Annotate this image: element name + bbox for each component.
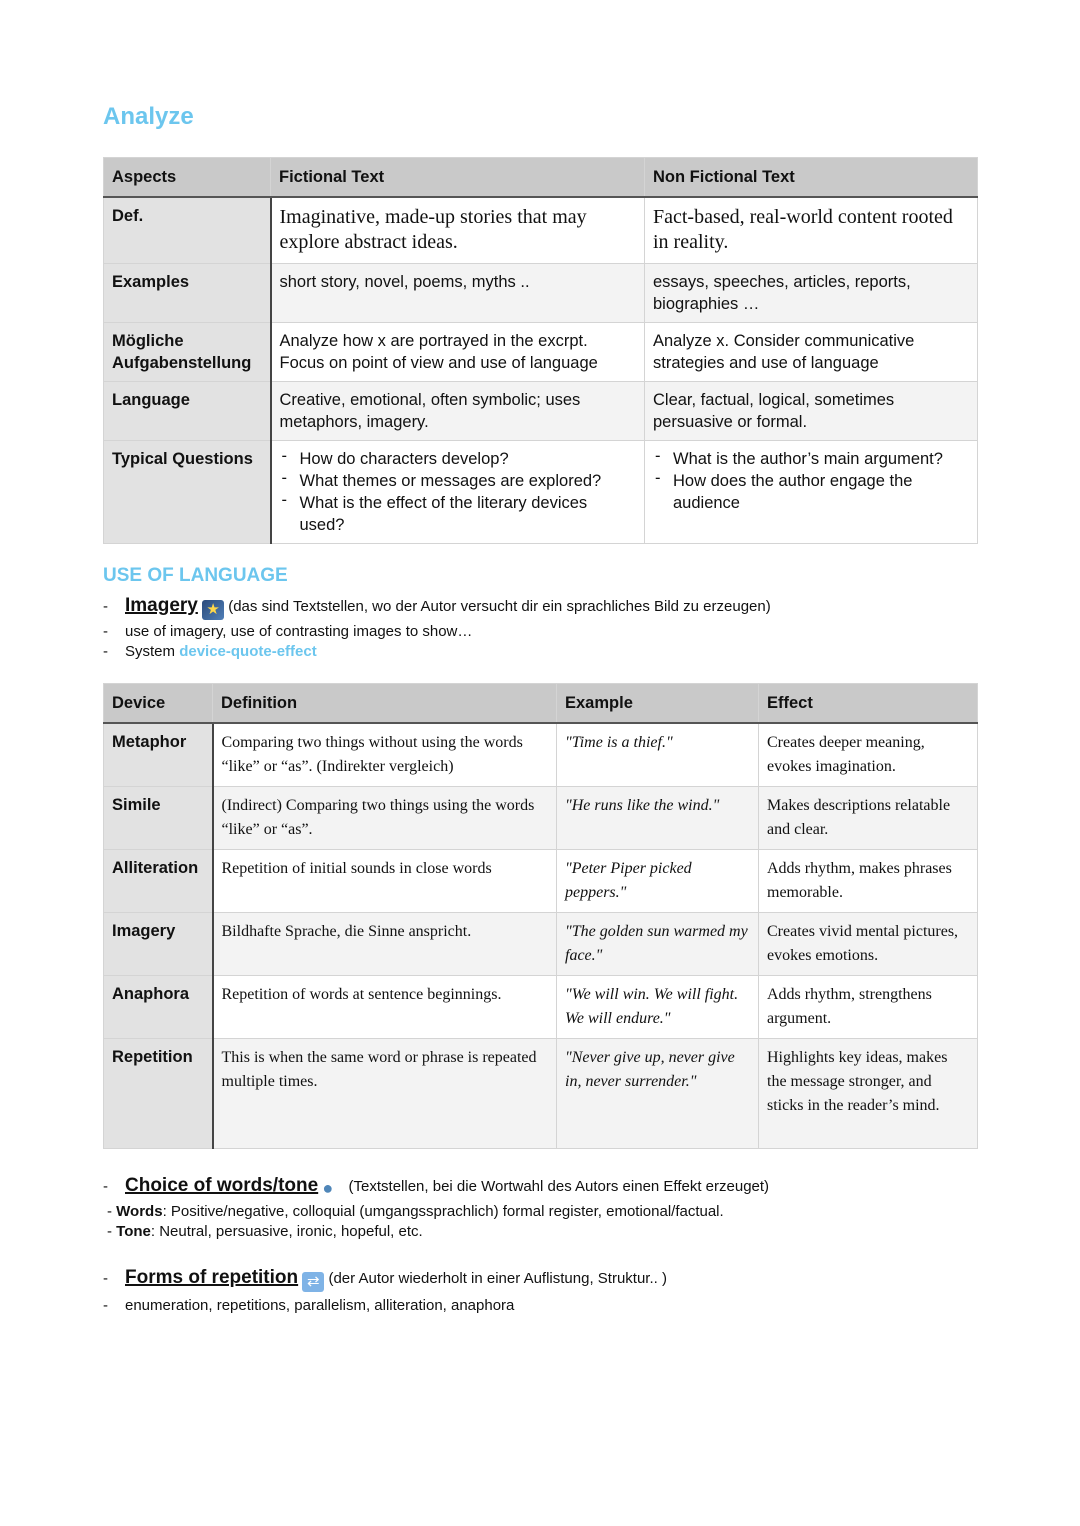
fiction-question: - How do characters develop? [280, 448, 637, 470]
device-name: Repetition [104, 1039, 213, 1149]
fiction-question: - What themes or messages are explored? [280, 470, 637, 492]
table-row [104, 913, 978, 976]
definition-cell: Repetition of words at sentence beginnings. [213, 976, 557, 1039]
example-cell: "Peter Piper picked peppers." [557, 850, 759, 913]
table-row [104, 381, 978, 440]
fiction-cell: Creative, emotional, often symbolic; uses metaphors, imagery. [271, 381, 645, 440]
imagery-bullet-2: - System device-quote-effect [103, 643, 317, 660]
example-cell: "We will win. We will fight. We will endure." [557, 976, 759, 1039]
definition-cell: (Indirect) Comparing two things using the words “like” or “as”. [213, 787, 557, 850]
choice-heading-line: - Choice of words/tone ● (Textstellen, bei die Wortwahl des Autors einen Effekt erzeuget) [103, 1175, 770, 1198]
example-cell: "Never give up, never give in, never surrender." [557, 1039, 759, 1149]
effect-cell: Creates deeper meaning, evokes imagination. [759, 723, 978, 787]
nonfiction-question: - How does the author engage the audience [653, 470, 969, 514]
header-example: Example [557, 684, 759, 724]
nonfiction-cell: Fact-based, real-world content rooted in reality. [645, 197, 978, 263]
effect-cell: Makes descriptions relatable and clear. [759, 787, 978, 850]
imagery-heading-line: - Imagery ★ (das sind Textstellen, wo der Autor versucht dir ein sprachliches Bild zu erzeugen) [103, 595, 771, 618]
repetition-heading-line: - Forms of repetition ⇄ (der Autor wiederholt in einer Auflistung, Struktur.. ) [103, 1267, 667, 1290]
table-row [104, 850, 978, 913]
aspect-label: Language [104, 381, 271, 440]
definition-cell: Comparing two things without using the words “like” or “as”. (Indirekter vergleich) [213, 723, 557, 787]
table-row [104, 440, 978, 543]
header-aspects: Aspects [104, 158, 271, 198]
imagery-bullet-1: - use of imagery, use of contrasting images to show… [103, 623, 473, 640]
repetition-bullet: - enumeration, repetitions, parallelism, alliteration, anaphora [103, 1297, 515, 1314]
table-row [104, 197, 978, 263]
example-cell: "He runs like the wind." [557, 787, 759, 850]
repetition-note: (der Autor wiederholt in einer Auflistung, Struktur.. ) [328, 1270, 667, 1287]
tone-line: - Tone: Neutral, persuasive, ironic, hopeful, etc. [107, 1223, 423, 1240]
words-line: - Words: Positive/negative, colloquial (umgangssprachlich) formal register, emotional/factual. [107, 1203, 724, 1220]
device-name: Simile [104, 787, 213, 850]
repetition-bullet-text: enumeration, repetitions, parallelism, alliteration, anaphora [125, 1297, 515, 1314]
devices-table [103, 683, 978, 1149]
nonfiction-cell: Analyze x. Consider communicative strategies and use of language [645, 322, 978, 381]
header-fictional: Fictional Text [271, 158, 645, 198]
fiction-nonfiction-table [103, 157, 978, 544]
tone-label: Tone [116, 1223, 151, 1240]
effect-cell: Adds rhythm, makes phrases memorable. [759, 850, 978, 913]
choice-note: (Textstellen, bei die Wortwahl des Autors einen Effekt erzeuget) [348, 1178, 770, 1195]
table-row [104, 1039, 978, 1149]
device-name: Alliteration [104, 850, 213, 913]
imagery-note: (das sind Textstellen, wo der Autor versucht dir ein sprachliches Bild zu erzeugen) [228, 598, 771, 615]
table-row [104, 322, 978, 381]
effect-cell: Highlights key ideas, makes the message stronger, and sticks in the reader’s mind. [759, 1039, 978, 1149]
definition-cell: Repetition of initial sounds in close words [213, 850, 557, 913]
table-row [104, 976, 978, 1039]
aspect-label: Typical Questions [104, 440, 271, 543]
fiction-questions-list [280, 448, 637, 536]
device-name: Anaphora [104, 976, 213, 1039]
system-label: System [125, 643, 176, 660]
nonfiction-cell: Clear, factual, logical, sometimes persuasive or formal. [645, 381, 978, 440]
star-picture-icon: ★ [202, 600, 224, 620]
definition-cell: Bildhafte Sprache, die Sinne anspricht. [213, 913, 557, 976]
definition-cell: This is when the same word or phrase is repeated multiple times. [213, 1039, 557, 1149]
aspect-label: Def. [104, 197, 271, 263]
device-quote-effect-text: device-quote-effect [179, 643, 317, 660]
table-row [104, 787, 978, 850]
example-cell: "Time is a thief." [557, 723, 759, 787]
device-name: Imagery [104, 913, 213, 976]
table-row [104, 263, 978, 322]
nonfiction-questions-list [653, 448, 969, 514]
words-label: Words [116, 1203, 163, 1220]
aspect-label: Examples [104, 263, 271, 322]
example-cell: "The golden sun warmed my face." [557, 913, 759, 976]
effect-cell: Adds rhythm, strengthens argument. [759, 976, 978, 1039]
fiction-cell: Imaginative, made-up stories that may explore abstract ideas. [271, 197, 645, 263]
fiction-cell: Analyze how x are portrayed in the excrpt. Focus on point of view and use of language [271, 322, 645, 381]
table-row [104, 723, 978, 787]
aspect-label: Mögliche Aufgabenstellung [104, 322, 271, 381]
effect-cell: Creates vivid mental pictures, evokes emotions. [759, 913, 978, 976]
words-text: : Positive/negative, colloquial (umgangssprachlich) formal register, emotional/factual. [162, 1203, 724, 1220]
imagery-bullet-text: use of imagery, use of contrasting images to show… [125, 623, 473, 640]
fiction-cell [271, 440, 645, 543]
nonfiction-cell: essays, speeches, articles, reports, biographies … [645, 263, 978, 322]
repeat-icon: ⇄ [302, 1272, 324, 1292]
header-definition: Definition [213, 684, 557, 724]
page-title: Analyze [103, 103, 194, 130]
use-of-language-heading: USE OF LANGUAGE [103, 565, 288, 586]
header-nonfictional: Non Fictional Text [645, 158, 978, 198]
choice-title: Choice of words/tone [125, 1175, 319, 1196]
tone-text: : Neutral, persuasive, ironic, hopeful, etc. [150, 1223, 423, 1240]
repetition-title: Forms of repetition [125, 1267, 299, 1288]
nonfiction-question: - What is the author’s main argument? [653, 448, 969, 470]
imagery-title: Imagery [125, 595, 198, 616]
fiction-cell: short story, novel, poems, myths .. [271, 263, 645, 322]
fiction-question: - What is the effect of the literary devices used? [280, 492, 637, 536]
nonfiction-cell [645, 440, 978, 543]
header-effect: Effect [759, 684, 978, 724]
header-device: Device [104, 684, 213, 724]
device-name: Metaphor [104, 723, 213, 787]
speaking-head-icon: ● [322, 1178, 334, 1198]
